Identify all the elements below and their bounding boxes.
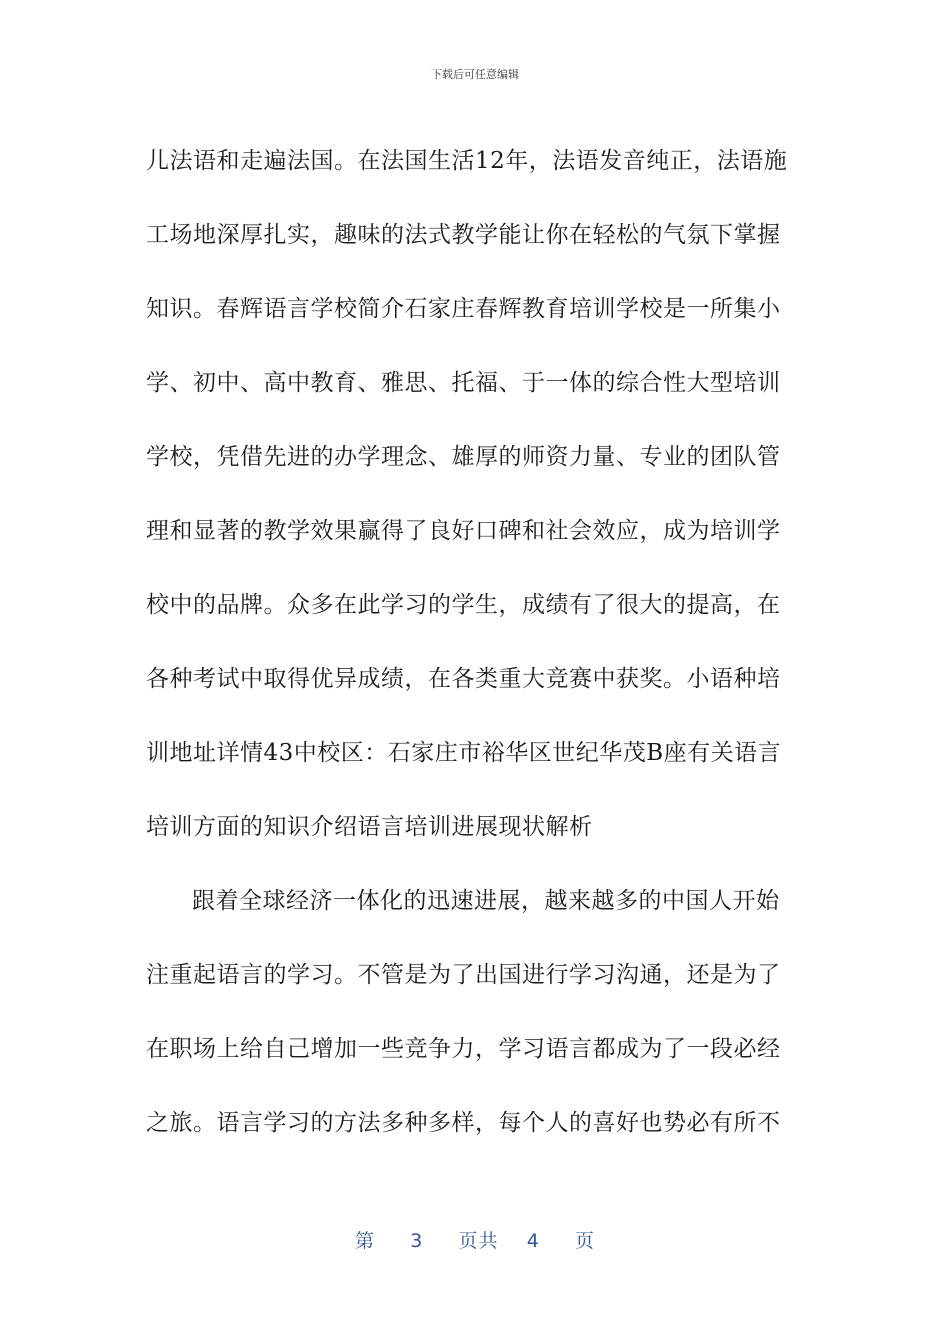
page-header: 下载后可任意编辑 [431, 68, 519, 81]
page-footer [0, 1226, 950, 1253]
footer-prefix: 第 [354, 1230, 375, 1252]
paragraph [146, 124, 806, 864]
text-line: 跟着全球经济一体化的迅速进展，越来越多的中国人开始 [192, 888, 780, 914]
text-line: 训地址详情43中校区：石家庄市裕华区世纪华茂B座有关语言 [146, 740, 782, 766]
text-line: 理和显著的教学效果赢得了良好口碑和社会效应，成为培训学 [146, 518, 781, 544]
text-line: 注重起语言的学习。不管是为了出国进行学习沟通，还是为了 [146, 962, 781, 988]
text-line: 学、初中、高中教育、雅思、托福、于一体的综合性大型培训 [146, 370, 781, 396]
text-line: 学校，凭借先进的办学理念、雄厚的师资力量、专业的团队管 [146, 444, 781, 470]
text-line: 校中的品牌。众多在此学习的学生，成绩有了很大的提高，在 [146, 592, 781, 618]
text-line: 儿法语和走遍法国。在法国生活12年，法语发音纯正，法语施 [146, 148, 788, 174]
text-line: 工场地深厚扎实，趣味的法式教学能让你在轻松的气氛下掌握 [146, 222, 781, 248]
text-line: 各种考试中取得优异成绩，在各类重大竞赛中获奖。小语种培 [146, 666, 781, 692]
footer-middle: 页共 [458, 1230, 499, 1252]
text-line: 培训方面的知识介绍语言培训进展现状解析 [146, 814, 593, 840]
text-line: 在职场上给自己增加一些竞争力，学习语言都成为了一段必经 [146, 1036, 781, 1062]
footer-suffix: 页 [575, 1230, 596, 1252]
current-page-number: 3 [410, 1230, 424, 1252]
text-line: 知识。春辉语言学校简介石家庄春辉教育培训学校是一所集小 [146, 296, 781, 322]
text-line: 之旅。语言学习的方法多种多样，每个人的喜好也势必有所不 [146, 1110, 781, 1136]
document-body [146, 124, 806, 1160]
total-page-number: 4 [526, 1230, 540, 1252]
paragraph [146, 864, 806, 1160]
